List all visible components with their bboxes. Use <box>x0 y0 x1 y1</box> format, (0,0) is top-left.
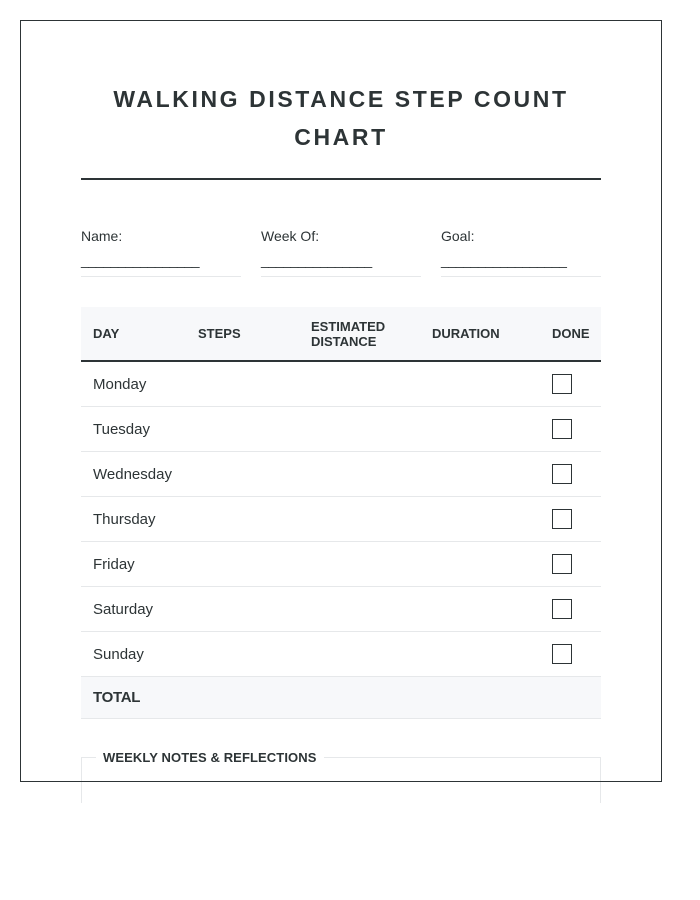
total-row <box>81 677 601 719</box>
total-distance-cell[interactable] <box>299 677 420 719</box>
duration-cell[interactable] <box>420 497 540 542</box>
day-cell: Saturday <box>81 587 186 632</box>
table-row <box>81 407 601 452</box>
goal-field-blank[interactable]: _________________ <box>441 252 567 268</box>
steps-cell[interactable] <box>186 407 299 452</box>
table-header-row <box>81 307 601 361</box>
table-row <box>81 361 601 407</box>
done-cell <box>540 407 601 452</box>
name-field-blank[interactable]: ________________ <box>81 252 200 268</box>
day-cell: Thursday <box>81 497 186 542</box>
distance-cell[interactable] <box>299 542 420 587</box>
distance-cell[interactable] <box>299 497 420 542</box>
day-cell: Monday <box>81 361 186 407</box>
done-cell <box>540 632 601 677</box>
total-done-cell <box>540 677 601 719</box>
day-cell: Tuesday <box>81 407 186 452</box>
steps-cell[interactable] <box>186 497 299 542</box>
duration-cell[interactable] <box>420 587 540 632</box>
table-row <box>81 587 601 632</box>
steps-cell[interactable] <box>186 542 299 587</box>
total-duration-cell[interactable] <box>420 677 540 719</box>
done-checkbox[interactable] <box>552 599 572 619</box>
table-row <box>81 542 601 587</box>
duration-cell[interactable] <box>420 361 540 407</box>
done-checkbox[interactable] <box>552 374 572 394</box>
total-label: TOTAL <box>81 677 186 719</box>
distance-cell[interactable] <box>299 632 420 677</box>
done-cell <box>540 361 601 407</box>
steps-cell[interactable] <box>186 452 299 497</box>
distance-cell[interactable] <box>299 587 420 632</box>
steps-cell[interactable] <box>186 632 299 677</box>
done-checkbox[interactable] <box>552 509 572 529</box>
header-distance-line2: DISTANCE <box>311 333 377 349</box>
done-checkbox[interactable] <box>552 419 572 439</box>
day-cell: Sunday <box>81 632 186 677</box>
weekly-notes-legend: WEEKLY NOTES & REFLECTIONS <box>103 750 317 765</box>
steps-cell[interactable] <box>186 361 299 407</box>
day-cell: Wednesday <box>81 452 186 497</box>
done-checkbox[interactable] <box>552 554 572 574</box>
weekly-notes-section[interactable] <box>81 750 601 810</box>
distance-cell[interactable] <box>299 407 420 452</box>
page-title: WALKING DISTANCE STEP COUNT CHART <box>113 86 569 150</box>
done-cell <box>540 452 601 497</box>
title-divider <box>81 178 601 180</box>
done-cell <box>540 497 601 542</box>
done-cell <box>540 542 601 587</box>
goal-field-label: Goal: <box>441 228 475 244</box>
header-duration: DURATION <box>420 307 540 361</box>
duration-cell[interactable] <box>420 542 540 587</box>
week-of-field-label: Week Of: <box>261 228 320 244</box>
header-distance-line1: ESTIMATED <box>311 318 386 334</box>
done-cell <box>540 587 601 632</box>
week-of-field-blank[interactable]: _______________ <box>261 252 372 268</box>
goal-field[interactable] <box>441 228 601 277</box>
total-steps-cell[interactable] <box>186 677 299 719</box>
steps-cell[interactable] <box>186 587 299 632</box>
page-below-area <box>0 803 700 900</box>
distance-cell[interactable] <box>299 452 420 497</box>
done-checkbox[interactable] <box>552 644 572 664</box>
header-steps: STEPS <box>186 307 299 361</box>
duration-cell[interactable] <box>420 632 540 677</box>
table-row <box>81 632 601 677</box>
duration-cell[interactable] <box>420 407 540 452</box>
step-log-table <box>81 307 601 719</box>
header-estimated-distance <box>299 307 420 361</box>
header-done: DONE <box>540 307 601 361</box>
name-field-label: Name: <box>81 228 123 244</box>
table-row <box>81 497 601 542</box>
duration-cell[interactable] <box>420 452 540 497</box>
distance-cell[interactable] <box>299 361 420 407</box>
name-field[interactable] <box>81 228 241 277</box>
table-row <box>81 452 601 497</box>
done-checkbox[interactable] <box>552 464 572 484</box>
info-fields <box>81 228 601 277</box>
day-cell: Friday <box>81 542 186 587</box>
header-day: DAY <box>81 307 186 361</box>
week-of-field[interactable] <box>261 228 421 277</box>
